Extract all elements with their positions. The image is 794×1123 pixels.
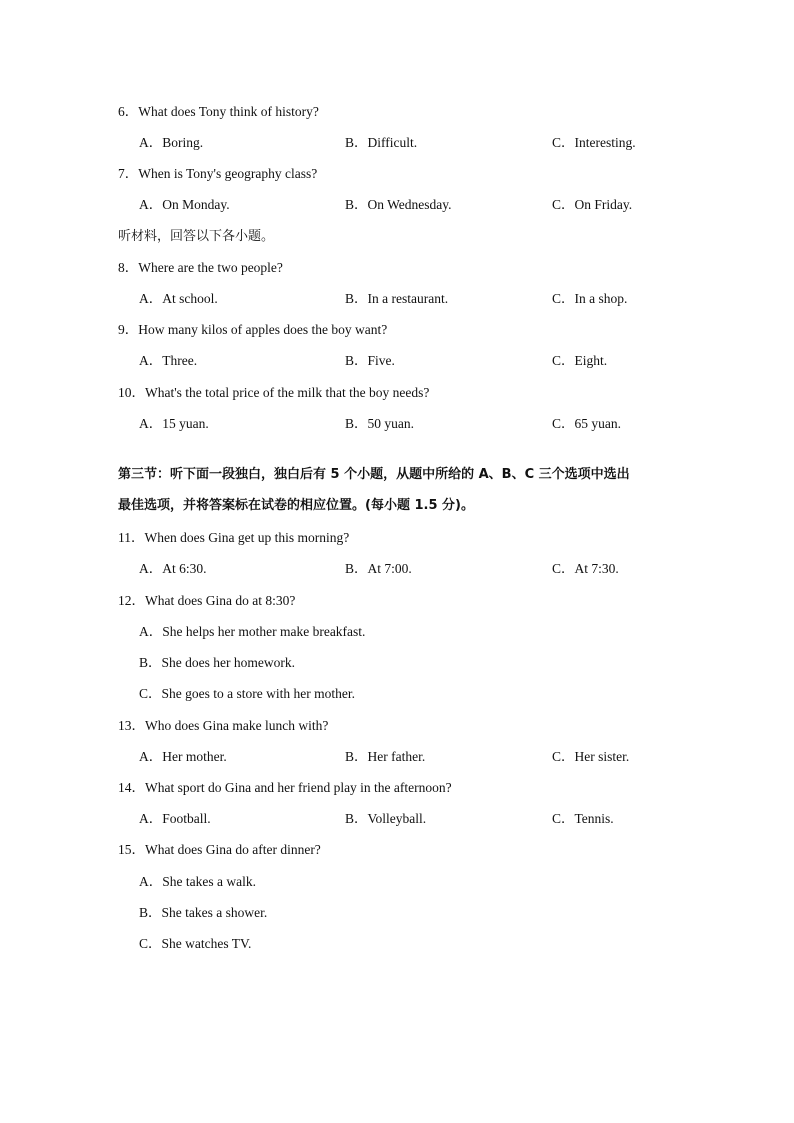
question-7-option-a: A．On Monday. (139, 197, 230, 212)
question-14-option-a: A．Football. (139, 811, 211, 826)
question-15-option-a: A．She takes a walk. (139, 874, 256, 889)
question-12-stem: 12．What does Gina do at 8:30? (118, 593, 296, 608)
question-6-option-a: A．Boring. (139, 135, 204, 150)
question-14-stem: 14．What sport do Gina and her friend play in the afternoon? (118, 780, 452, 795)
question-10-option-b: B．50 yuan. (345, 416, 414, 431)
question-6-option-b: B．Difficult. (345, 135, 418, 150)
section-3-instruction-line-1: 第三节：听下面一段独白，独白后有 5 个小题，从题中所给的 A、B、C 三个选项中选出 (118, 467, 630, 482)
question-7-option-c: C．On Friday. (552, 197, 633, 212)
question-15-option-c: C．She watches TV. (139, 936, 252, 951)
question-8-option-b: B．In a restaurant. (345, 291, 449, 306)
question-13-option-c: C．Her sister. (552, 749, 630, 764)
question-15-option-b: B．She takes a shower. (139, 905, 268, 920)
question-9-option-c: C．Eight. (552, 353, 608, 368)
question-11-option-c: C．At 7:30. (552, 561, 619, 576)
question-11-stem: 11．When does Gina get up this morning? (118, 530, 350, 545)
listen-instruction: 听材料，回答以下各小题。 (118, 229, 275, 244)
question-15-stem: 15．What does Gina do after dinner? (118, 842, 321, 857)
question-10-option-a: A．15 yuan. (139, 416, 209, 431)
question-12-option-a: A．She helps her mother make breakfast. (139, 624, 366, 639)
question-7-stem: 7．When is Tony's geography class? (118, 166, 318, 181)
question-13-option-a: A．Her mother. (139, 749, 227, 764)
question-13-stem: 13．Who does Gina make lunch with? (118, 718, 329, 733)
question-6-option-c: C．Interesting. (552, 135, 636, 150)
question-9-stem: 9．How many kilos of apples does the boy want? (118, 322, 388, 337)
question-11-option-a: A．At 6:30. (139, 561, 207, 576)
question-8-option-c: C．In a shop. (552, 291, 628, 306)
question-14-option-c: C．Tennis. (552, 811, 614, 826)
question-12-option-c: C．She goes to a store with her mother. (139, 686, 355, 701)
question-8-option-a: A．At school. (139, 291, 218, 306)
question-9-option-a: A．Three. (139, 353, 198, 368)
question-6-stem: 6．What does Tony think of history? (118, 104, 319, 119)
question-10-stem: 10．What's the total price of the milk that the boy needs? (118, 385, 430, 400)
question-8-stem: 8．Where are the two people? (118, 260, 283, 275)
question-12-option-b: B．She does her homework. (139, 655, 295, 670)
question-13-option-b: B．Her father. (345, 749, 426, 764)
question-14-option-b: B．Volleyball. (345, 811, 427, 826)
question-11-option-b: B．At 7:00. (345, 561, 412, 576)
question-10-option-c: C．65 yuan. (552, 416, 621, 431)
question-7-option-b: B．On Wednesday. (345, 197, 452, 212)
section-3-instruction-line-2: 最佳选项，并将答案标在试卷的相应位置。(每小题 1.5 分)。 (118, 498, 474, 513)
question-9-option-b: B．Five. (345, 353, 395, 368)
